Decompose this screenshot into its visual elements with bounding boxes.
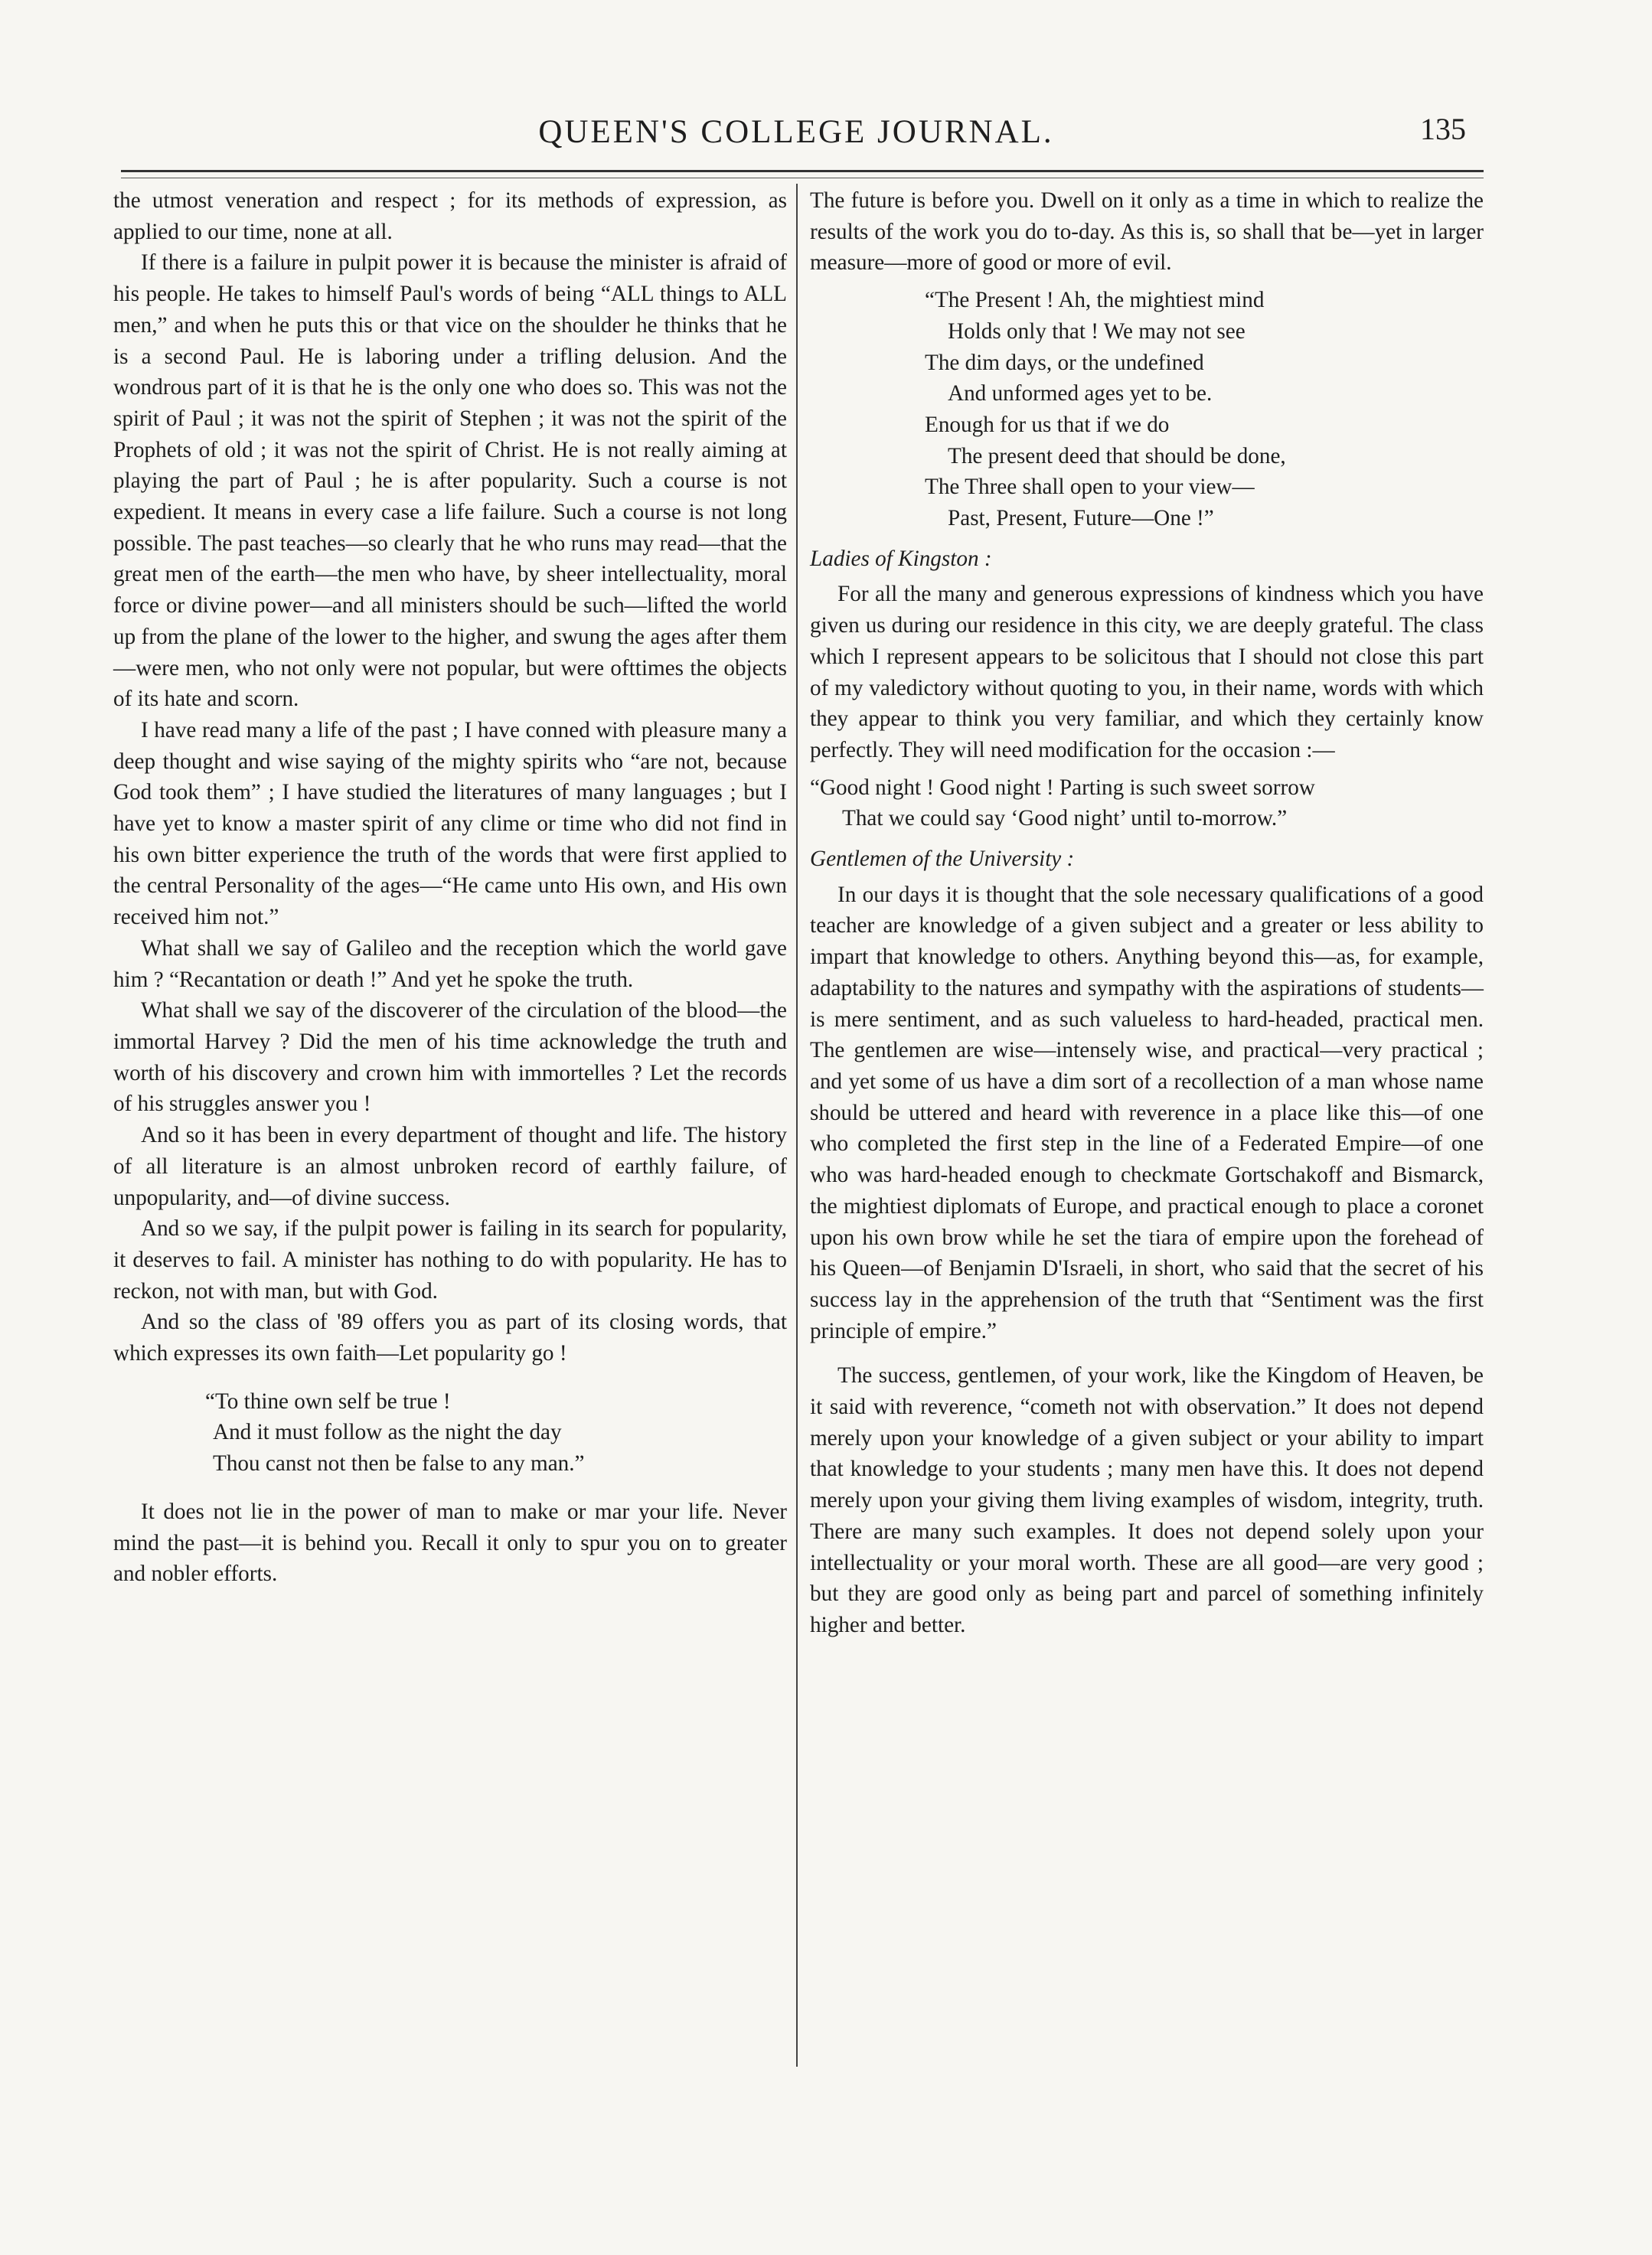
paragraph: I have read many a life of the past ; I have conned with pleasure many a deep thought and wise saying of the mighty spirits who “are not, because God took them” ; I have studied the literatures of many languages ; but I have yet to know a master spirit of any clime or time who did not find in his own bitter experience the truth of the words that were first applied to the central Personality of the ages—“He came unto His own, and His own received him not.” [113, 717, 787, 930]
header-rule [121, 170, 1484, 172]
poem-line: The Three shall open to your view— [925, 475, 1255, 500]
paragraph: And so it has been in every department of thought and life. The history of all literature is an almost unbroken record of earthly failure, of unpopularity, and—of divine success. [113, 1123, 787, 1210]
poem-quote [113, 1386, 787, 1480]
paragraph: And so we say, if the pulpit power is failing in its search for popularity, it deserves to fail. A minister has nothing to do with popularity. He has to reckon, not with man, but with God. [113, 1216, 787, 1304]
poem-line: “Good night ! Good night ! Parting is such sweet sorrow [810, 775, 1315, 800]
paragraph: If there is a failure in pulpit power it is because the minister is afraid of his people. He takes to himself Paul's words of being “ALL things to ALL men,” and when he puts this or that vice on the shoulder he thinks that he is a second Paul. He is laboring under a trifling delusion. And the wondrous part of it is that he is the only one who does so. This was not the spirit of Paul ; it was not the spirit of Stephen ; it was not the spirit of the Prophets of old ; it was not the spirit of Christ. He is not really aiming at playing the part of Paul ; he is after popularity. Such a course is not expedient. It means in every case a life failure. Such a course is not long possible. The past teaches—so clearly that he who runs may read—that the great men of the earth—the men who have, by sheer intellectuality, moral force or divine power—and all ministers should be such—lifted the world up from the plane of the lower to the higher, and swung the ages after them—were men, who not only were not popular, but were ofttimes the objects of its hate and scorn. [113, 250, 787, 712]
left-column [113, 185, 787, 1590]
poem-line: Enough for us that if we do [925, 412, 1170, 437]
paragraph: What shall we say of the discoverer of the circulation of the blood—the immortal Harvey ? Did the men of his time acknowledge the truth and worth of his discovery and crown him with immortelles ? Let the records of his struggles answer you ! [113, 998, 787, 1117]
poem-line: That we could say ‘Good night’ until to-morrow.” [842, 806, 1288, 831]
poem-line: Past, Present, Future—One !” [948, 506, 1214, 531]
poem-line: The present deed that should be done, [948, 443, 1286, 468]
paragraph: In our days it is thought that the sole necessary qualifications of a good teacher are knowledge of a given subject and a greater or less ability to impart that knowledge to others. Anything beyond this—as, for example, adaptability to the natures and sympathy with the aspirations of students—is mere sentiment, and as such valueless to hard-headed, practical men. The gentlemen are wise—intensely wise, and practical—very practical ; and yet some of us have a dim sort of a recollection of a man whose name should be uttered and heard with reverence in a place like this—of one who completed the first step in the line of a Federated Empire—of one who was hard-headed enough to checkmate Gortschakoff and Bismarck, the mightiest diplomats of Europe, and practical enough to place a coronet upon his own brow while he set the tiara of empire upon the forehead of his Queen—of Benjamin D'Israeli, in short, who said that the secret of his success lay in the apprehension of the truth that “Sentiment was the first principle of empire.” [810, 882, 1484, 1343]
paragraph: What shall we say of Galileo and the reception which the world gave him ? “Recantation or death !” And yet he spoke the truth. [113, 935, 787, 992]
section-heading: Ladies of Kingston : [810, 546, 992, 571]
page-number: 135 [1420, 112, 1466, 146]
poem-line: Thou canst not then be false to any man.” [213, 1451, 585, 1477]
paragraph: And so the class of '89 offers you as part of its closing words, that which expresses its own faith—Let popularity go ! [113, 1310, 787, 1366]
right-column [810, 185, 1484, 1641]
poem-line: And unformed ages yet to be. [948, 381, 1213, 406]
column-divider [796, 184, 798, 2067]
paragraph: The future is before you. Dwell on it only as a time in which to realize the results of the work you do to-day. As this is, so shall that be—yet in larger measure—more of good or more of evil. [810, 188, 1484, 276]
paragraph: For all the many and generous expressions of kindness which you have given us during our residence in this city, we are deeply grateful. The class which I represent appears to be solicitous that I should not close this part of my valedictory without quoting to you, in their name, words with which they appear to think you very familiar, and which they certainly know perfectly. They will need modification for the occasion :— [810, 582, 1484, 762]
poem-line: “The Present ! Ah, the mightiest mind [925, 288, 1265, 313]
poem-line: “To thine own self be true ! [205, 1389, 451, 1414]
page-header [115, 107, 1477, 161]
paragraph: the utmost veneration and respect ; for its methods of expression, as applied to our time, none at all. [113, 188, 787, 244]
paragraph: It does not lie in the power of man to make or mar your life. Never mind the past—it is behind you. Recall it only to spur you on to greater and nobler efforts. [113, 1499, 787, 1587]
poem-line: The dim days, or the undefined [925, 350, 1204, 375]
poem-line: And it must follow as the night the day [213, 1420, 562, 1445]
poem-line: Holds only that ! We may not see [948, 318, 1246, 344]
journal-title: QUEEN'S COLLEGE JOURNAL. [538, 114, 1054, 150]
poem-quote [810, 285, 1484, 534]
paragraph: The success, gentlemen, of your work, like the Kingdom of Heaven, be it said with reverence, “cometh not with observation.” It does not depend merely upon your knowledge of a given subject or your ability to impart that knowledge to your students ; many men have this. It does not depend merely upon your giving them living examples of wisdom, integrity, truth. There are many such examples. It does not depend solely upon your intellectuality or your moral worth. These are all good—are very good ; but they are good only as being part and parcel of something infinitely higher and better. [810, 1363, 1484, 1637]
poem-quote [810, 772, 1484, 834]
section-heading: Gentlemen of the University : [810, 847, 1075, 872]
